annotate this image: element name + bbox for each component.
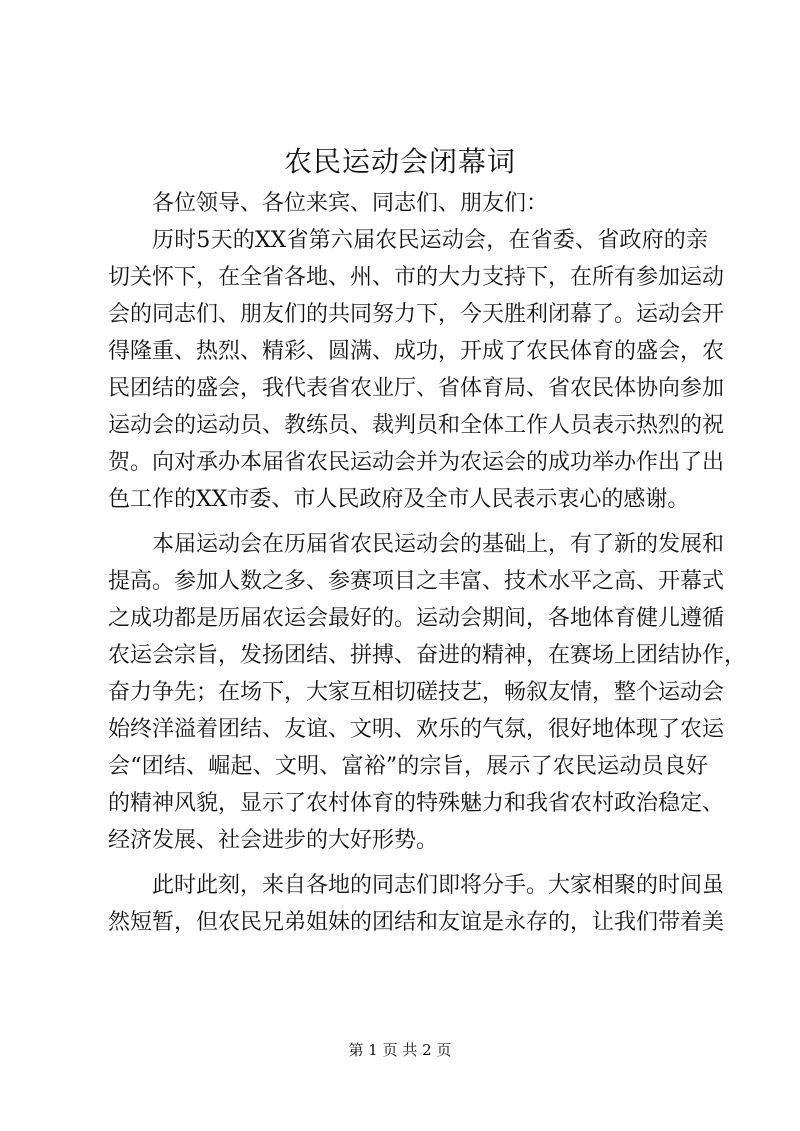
paragraph-2-line-5: 奋力争先；在场下，大家互相切磋技艺，畅叙友情，整个运动会 bbox=[108, 680, 725, 705]
paragraph-2-line-7: 会“团结、崛起、文明、富裕”的宗旨，展示了农民运动员良好 bbox=[108, 754, 708, 779]
paragraph-2-line-3: 之成功都是历届农运会最好的。运动会期间，各地体育健儿遵循 bbox=[108, 606, 725, 631]
paragraph-1-line-8: 色工作的XX市委、市人民政府及全市人民表示衷心的感谢。 bbox=[108, 487, 690, 512]
greeting-line: 各位领导、各位来宾、同志们、朋友们： bbox=[152, 191, 549, 216]
paragraph-2-line-6: 始终洋溢着团结、友谊、文明、欢乐的气氛，很好地体现了农运 bbox=[108, 717, 725, 742]
paragraph-1-line-6: 运动会的运动员、教练员、裁判员和全体工作人员表示热烈的祝 bbox=[108, 413, 725, 438]
document-body bbox=[108, 185, 747, 941]
paragraph-1-line-2: 切关怀下，在全省各地、州、市的大力支持下，在所有参加运动 bbox=[108, 265, 725, 290]
paragraph-2-line-9: 经济发展、社会进步的大好形势。 bbox=[108, 828, 439, 853]
paragraph-spacer bbox=[108, 518, 708, 526]
paragraph-2-line-1: 本届运动会在历届省农民运动会的基础上，有了新的发展和 bbox=[152, 532, 725, 557]
paragraph-1-line-4: 得隆重、热烈、精彩、圆满、成功，开成了农民体育的盛会，农 bbox=[108, 339, 725, 364]
paragraph-2-line-4: 农运会宗旨，发扬团结、拼搏、奋进的精神，在赛场上团结协作， bbox=[108, 643, 747, 668]
paragraph-1-line-5: 民团结的盛会，我代表省农业厅、省体育局、省农民体协向参加 bbox=[108, 376, 725, 401]
paragraph-2-line-8: 的精神风貌，显示了农村体育的特殊魅力和我省农村政治稳定、 bbox=[108, 791, 725, 816]
document-title: 农民运动会闭幕词 bbox=[283, 145, 516, 178]
paragraph-1-line-3: 会的同志们、朋友们的共同努力下，今天胜利闭幕了。运动会开 bbox=[108, 302, 725, 327]
paragraph-1-line-1: 历时5天的XX省第六届农民运动会，在省委、省政府的亲 bbox=[152, 228, 708, 253]
paragraph-3-line-1: 此时此刻，来自各地的同志们即将分手。大家相聚的时间虽 bbox=[152, 873, 725, 898]
paragraph-1-line-7: 贺。向对承办本届省农民运动会并为农运会的成功举办作出了出 bbox=[108, 450, 725, 475]
paragraph-spacer bbox=[108, 859, 708, 867]
paragraph-2-line-2: 提高。参加人数之多、参赛项目之丰富、技术水平之高、开幕式 bbox=[108, 569, 725, 594]
page-number-footer: 第 1 页 共 2 页 bbox=[348, 1041, 452, 1059]
paragraph-3-line-2: 然短暂，但农民兄弟姐妹的团结和友谊是永存的，让我们带着美 bbox=[108, 910, 725, 935]
